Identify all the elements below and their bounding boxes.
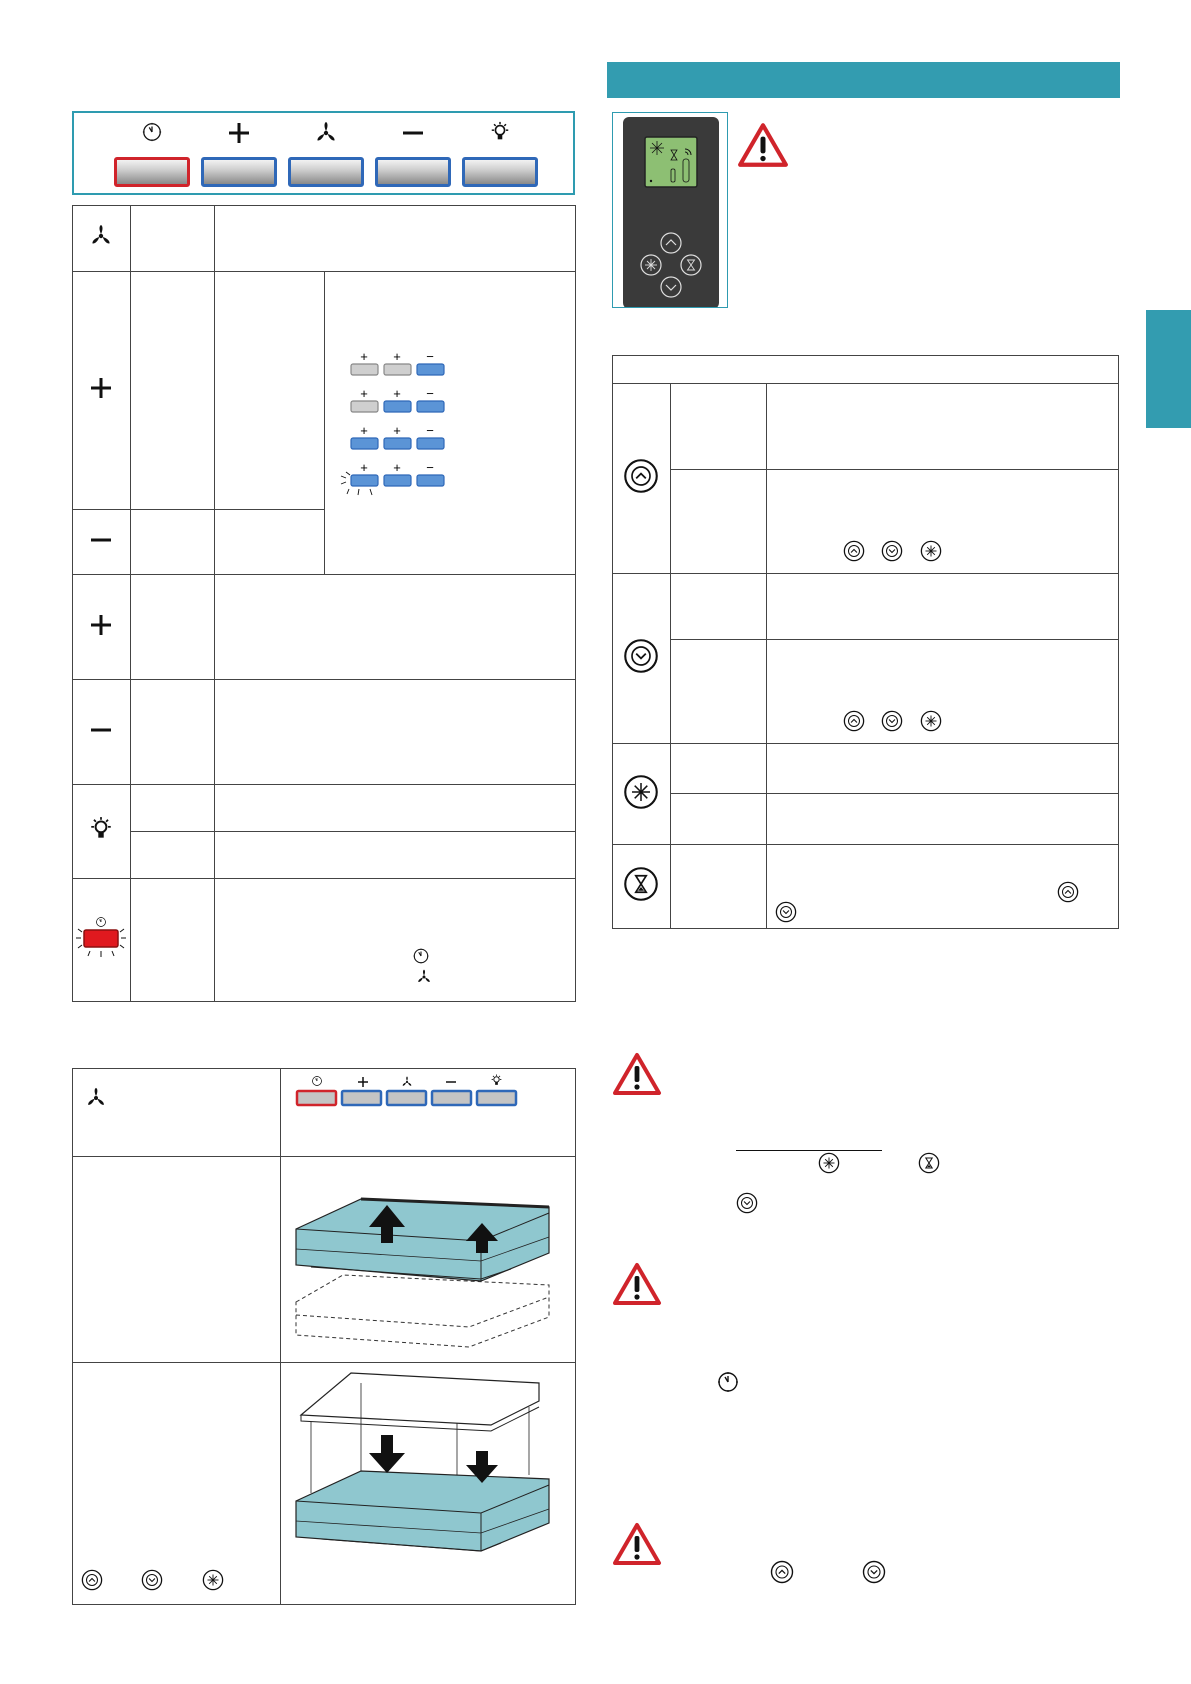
remote-control [613, 113, 727, 307]
unit-raised-illustration [281, 1157, 575, 1357]
plus-button[interactable] [201, 157, 277, 187]
indicator-symbol: + [393, 423, 402, 438]
warning-block [612, 1522, 1122, 1592]
blink-ray [341, 476, 346, 478]
snowflake-icon [818, 1152, 840, 1174]
remote-control-frame [612, 112, 728, 308]
mini-control-panel [281, 1069, 575, 1119]
table-row [613, 640, 1119, 744]
clock-icon [412, 947, 430, 965]
up-icon [843, 540, 865, 562]
table-row [73, 206, 576, 272]
indicator-lit [384, 438, 411, 449]
snowflake-icon [623, 774, 659, 810]
blink-ray [370, 489, 372, 495]
table-row [613, 384, 1119, 470]
snowflake-icon [920, 540, 942, 562]
plus-icon [89, 613, 113, 637]
indicator-symbol: − [426, 386, 435, 401]
light-button[interactable] [462, 157, 538, 187]
indicator-lit [351, 438, 378, 449]
down-icon [775, 901, 797, 923]
blink-ray [341, 482, 346, 484]
minus-icon [401, 121, 425, 145]
underline-rule [736, 1150, 882, 1151]
timer-control [112, 121, 192, 191]
plus-icon [89, 376, 113, 400]
fan-button[interactable] [288, 157, 364, 187]
warning-block [612, 1052, 1122, 1212]
indicator-symbol: − [426, 460, 435, 475]
fan-icon [89, 224, 113, 248]
indicator-symbol: + [393, 460, 402, 475]
down-icon [881, 710, 903, 732]
minus-icon [446, 1081, 456, 1083]
minus-icon [89, 528, 113, 552]
table-row [73, 785, 576, 832]
indicator-lit [417, 438, 444, 449]
up-icon [770, 1560, 794, 1584]
up-icon [623, 458, 659, 494]
table-row [613, 470, 1119, 574]
table-row [73, 1157, 576, 1363]
hood-control-panel [72, 111, 575, 195]
down-icon [736, 1192, 758, 1214]
down-icon [141, 1569, 163, 1591]
table-row [613, 574, 1119, 640]
indicator-symbol: − [426, 352, 435, 364]
up-icon [81, 1569, 103, 1591]
clock-icon [716, 1370, 740, 1394]
snowflake-icon [202, 1569, 224, 1591]
plus-icon [358, 1077, 368, 1087]
indicator-lit [351, 475, 378, 486]
timer-blink-icon [74, 916, 128, 960]
indicator-off [384, 364, 411, 375]
table-row [73, 272, 576, 510]
up-icon [1057, 881, 1079, 903]
indicator-symbol: + [360, 423, 369, 438]
table-row [73, 832, 576, 879]
table-header-row [613, 356, 1119, 384]
fan-icon [403, 1077, 412, 1086]
warning-icon [612, 1522, 662, 1566]
indicator-lit [417, 364, 444, 375]
hourglass-icon [623, 866, 659, 902]
table-row [613, 744, 1119, 794]
table-row [613, 794, 1119, 845]
indicator-lit [417, 401, 444, 412]
light-icon [88, 816, 114, 842]
indicator-lit [384, 401, 411, 412]
table-row [73, 1069, 576, 1157]
indicator-symbol: + [360, 352, 369, 364]
fan-control [286, 121, 366, 191]
clock-icon [141, 121, 163, 143]
snowflake-icon [920, 710, 942, 732]
snowflake-icon [650, 141, 664, 155]
blink-ray [347, 489, 349, 494]
indicator-off [351, 401, 378, 412]
table-row [613, 845, 1119, 929]
plus-icon [227, 121, 251, 145]
remote-table [612, 355, 1119, 929]
down-icon [881, 540, 903, 562]
table-row [73, 680, 576, 785]
mini-buttons [297, 1091, 516, 1105]
minus-button[interactable] [375, 157, 451, 187]
hourglass-icon [918, 1152, 940, 1174]
plus-control [199, 121, 279, 191]
lift-table [72, 1068, 576, 1605]
down-icon [862, 1560, 886, 1584]
section-header-bar [607, 62, 1120, 98]
minus-control [373, 121, 453, 191]
table-row [73, 879, 576, 1002]
light-icon [489, 121, 511, 143]
indicator-lit [417, 475, 444, 486]
table-row [73, 1363, 576, 1605]
fan-icon [85, 1087, 107, 1109]
blink-ray [358, 489, 359, 495]
function-table [72, 205, 576, 1002]
light-icon [492, 1075, 502, 1085]
indicator-symbol: − [426, 423, 435, 438]
fan-icon [416, 969, 432, 985]
timer-button[interactable] [114, 157, 190, 187]
indicator-symbol: + [360, 460, 369, 475]
section-side-tab [1146, 310, 1191, 428]
indicator-lit [384, 475, 411, 486]
blink-ray [346, 472, 350, 475]
indicator-symbol: + [393, 386, 402, 401]
warning-icon [612, 1052, 662, 1096]
up-icon [843, 710, 865, 732]
down-icon [623, 638, 659, 674]
fan-icon [314, 121, 338, 145]
warning-block [612, 1262, 1122, 1402]
warning-icon [612, 1262, 662, 1306]
indicator-off [351, 364, 378, 375]
indicator-symbol: + [393, 352, 402, 364]
unit-lowered-illustration [281, 1363, 575, 1599]
speed-indicator-diagram [337, 352, 447, 502]
clock-icon [312, 1076, 322, 1086]
indicator-symbol: + [360, 386, 369, 401]
warning-icon [737, 122, 789, 168]
table-row [73, 575, 576, 680]
minus-icon [89, 718, 113, 742]
light-control [460, 121, 540, 191]
